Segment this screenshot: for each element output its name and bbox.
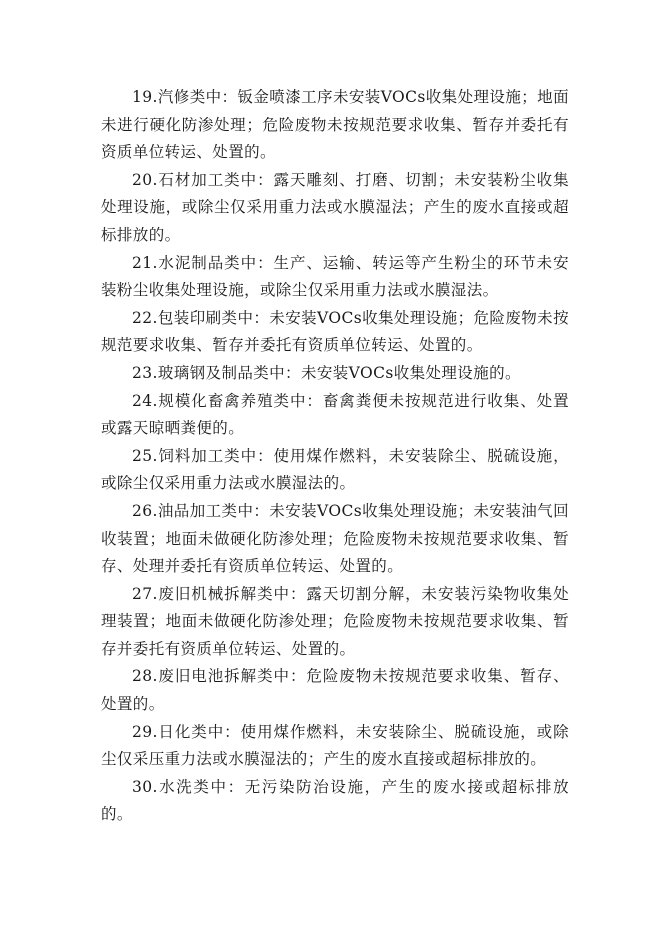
clause-24: 24.规模化畜禽养殖类中：畜禽粪便未按规范进行收集、处置或露天晾晒粪便的。 <box>101 391 569 438</box>
clause-28: 28.废旧电池拆解类中：危险废物未按规范要求收集、暂存、处置的。 <box>101 667 569 714</box>
clause-27: 27.废旧机械拆解类中：露天切割分解，未安装污染物收集处理装置；地面未做硬化防渗处理；危险废物未按规范要求收集、暂存并委托有资质单位转运、处置的。 <box>101 584 569 658</box>
clause-20: 20.石材加工类中：露天雕刻、打磨、切割；未安装粉尘收集处理设施，或除尘仅采用重力法或水膜湿法；产生的废水直接或超标排放的。 <box>101 170 569 244</box>
clause-22: 22.包装印刷类中：未安装VOCs收集处理设施；危险废物未按规范要求收集、暂存并委托有资质单位转运、处置的。 <box>101 308 569 355</box>
clause-29: 29.日化类中：使用煤作燃料，未安装除尘、脱硫设施，或除尘仅采压重力法或水膜湿法的；产生的废水直接或超标排放的。 <box>101 722 569 769</box>
document-body <box>101 84 569 829</box>
clause-25: 25.饲料加工类中：使用煤作燃料，未安装除尘、脱硫设施，或除尘仅采用重力法或水膜湿法的。 <box>101 446 569 493</box>
clause-26: 26.油品加工类中：未安装VOCs收集处理设施；未安装油气回收装置；地面未做硬化防渗处理；危险废物未按规范要求收集、暂存、处理并委托有资质单位转运、处置的。 <box>101 501 569 576</box>
clause-30: 30.水洗类中：无污染防治设施，产生的废水接或超标排放的。 <box>101 777 569 824</box>
clause-19: 19.汽修类中：钣金喷漆工序未安装VOCs收集处理设施；地面未进行硬化防渗处理；危险废物未按规范要求收集、暂存并委托有资质单位转运、处置的。 <box>101 88 569 162</box>
clause-21: 21.水泥制品类中：生产、运输、转运等产生粉尘的环节未安装粉尘收集处理设施，或除尘仅采用重力法或水膜湿法。 <box>101 253 569 300</box>
clause-23: 23.玻璃钢及制品类中：未安装VOCs收集处理设施的。 <box>132 363 521 382</box>
